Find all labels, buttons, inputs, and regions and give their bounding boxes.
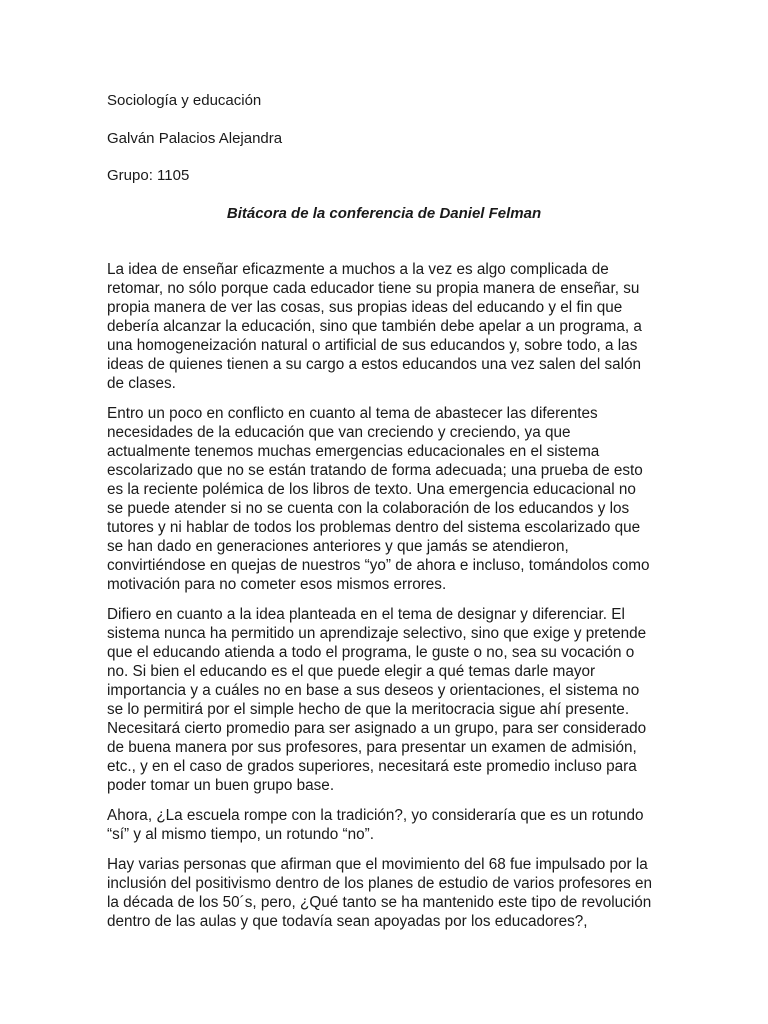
paragraph-line: se lo permitirá por el simple hecho de que la meritocracia sigue ahí presente.	[107, 701, 630, 718]
paragraph-line: de clases.	[107, 375, 176, 392]
paragraph-line: tutores y ni hablar de todos los problemas dentro del sistema escolarizado que	[107, 519, 641, 536]
paragraph-line: debería alcanzar la educación, sino que también debe apelar a un programa, a	[107, 318, 642, 335]
paragraph-line: Entro un poco en conflicto en cuanto al tema de abastecer las diferentes	[107, 405, 598, 422]
document-title: Bitácora de la conferencia de Daniel Felman	[226, 205, 542, 222]
paragraph-line: no. Si bien el educando es el que puede elegir a qué temas darle mayor	[107, 663, 596, 680]
paragraph-line: propia manera de ver las cosas, sus propias ideas del educando y el fin que	[107, 299, 623, 316]
paragraph-line: necesidades de la educación que van creciendo y creciendo, ya que	[107, 424, 571, 441]
paragraph-4	[107, 806, 667, 844]
paragraph-line: retomar, no sólo porque cada educador tiene su propia manera de enseñar, su	[107, 280, 640, 297]
paragraph-line: escolarizado que no se están tratando de forma adecuada; una prueba de esto	[107, 462, 643, 479]
paragraph-line: inclusión del positivismo dentro de los planes de estudio de varios profesores en	[107, 875, 653, 892]
paragraph-line: de buena manera por sus profesores, para presentar un examen de admisión,	[107, 739, 637, 756]
paragraph-line: actualmente tenemos muchas emergencias educacionales en el sistema	[107, 443, 600, 460]
paragraph-1	[107, 260, 667, 393]
paragraph-line: dentro de las aulas y que todavía sean apoyadas por los educadores?,	[107, 913, 588, 930]
paragraph-line: Hay varias personas que afirman que el movimiento del 68 fue impulsado por la	[107, 856, 648, 873]
paragraph-line: La idea de enseñar eficazmente a muchos a la vez es algo complicada de	[107, 261, 609, 278]
paragraph-line: importancia y a cuáles no en base a sus deseos y orientaciones, el sistema no	[107, 682, 640, 699]
paragraph-line: se puede atender si no se cuenta con la colaboración de los educandos y los	[107, 500, 630, 517]
paragraph-line: es la reciente polémica de los libros de texto. Una emergencia educacional no	[107, 481, 636, 498]
paragraph-line: sistema nunca ha permitido un aprendizaje selectivo, sino que exige y pretende	[107, 625, 647, 642]
paragraph-5	[107, 855, 667, 931]
paragraph-line: “sí” y al mismo tiempo, un rotundo “no”.	[107, 826, 374, 843]
paragraph-3	[107, 605, 667, 795]
paragraph-line: se han dado en generaciones anteriores y que jamás se atendieron,	[107, 538, 569, 555]
course-name: Sociología y educación	[107, 92, 262, 109]
document-body	[107, 260, 667, 942]
paragraph-line: convirtiéndose en quejas de nuestros “yo” de ahora e incluso, tomándolos como	[107, 557, 650, 574]
paragraph-line: una homogeneización natural o artificial de sus educandos y, sobre todo, a las	[107, 337, 638, 354]
paragraph-line: etc., y en el caso de grados superiores, necesitará este promedio incluso para	[107, 758, 637, 775]
paragraph-line: que el educando atienda a todo el programa, le guste o no, sea su vocación o	[107, 644, 635, 661]
paragraph-line: Necesitará cierto promedio para ser asignado a un grupo, para ser considerado	[107, 720, 647, 737]
paragraph-line: motivación para no cometer esos mismos errores.	[107, 576, 447, 593]
paragraph-2	[107, 404, 667, 594]
group-label: Grupo: 1105	[107, 167, 190, 184]
paragraph-line: la década de los 50´s, pero, ¿Qué tanto se ha mantenido este tipo de revolución	[107, 894, 652, 911]
paragraph-line: ideas de quienes tienen a su cargo a estos educandos una vez salen del salón	[107, 356, 642, 373]
author-name: Galván Palacios Alejandra	[107, 130, 283, 147]
paragraph-line: poder tomar un buen grupo base.	[107, 777, 335, 794]
paragraph-line: Difiero en cuanto a la idea planteada en el tema de designar y diferenciar. El	[107, 606, 625, 623]
paragraph-line: Ahora, ¿La escuela rompe con la tradición?, yo consideraría que es un rotundo	[107, 807, 644, 824]
